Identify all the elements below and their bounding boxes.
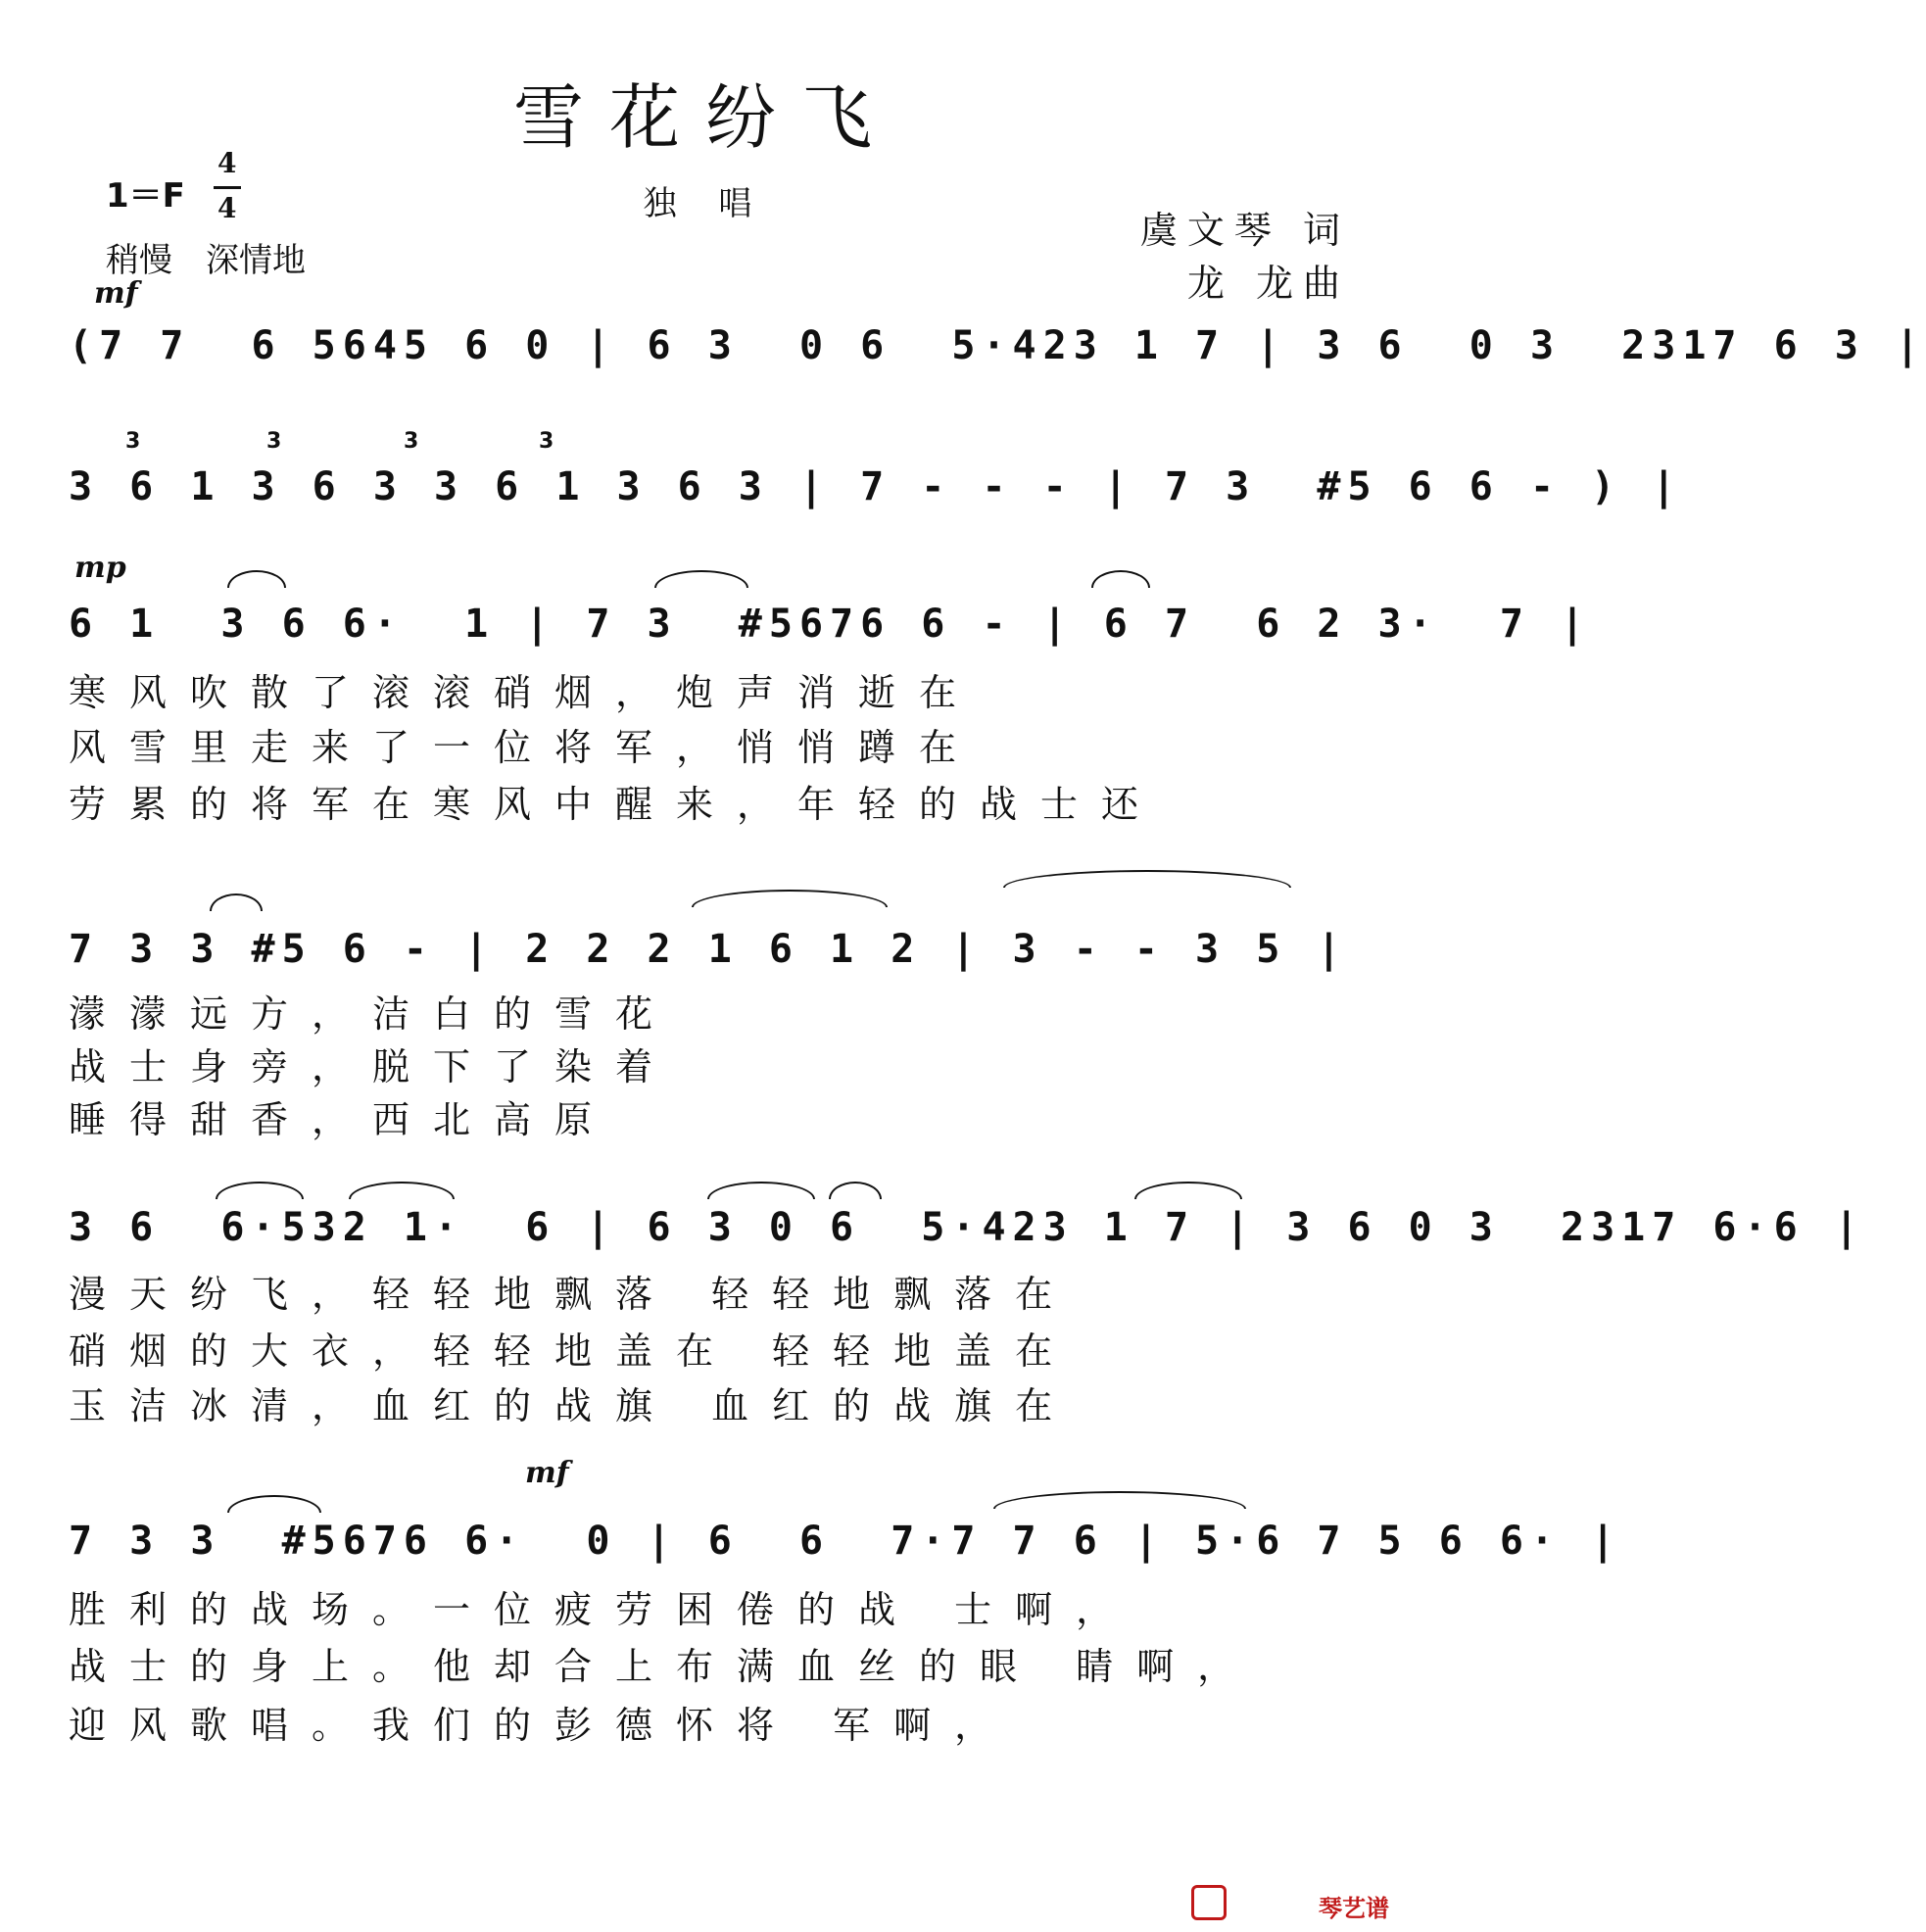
slur-mark: [654, 570, 748, 588]
lyric-verse-1: 濛濛远方，洁白的雪花: [69, 992, 677, 1036]
lyric-verse-2: 风雪里走来了一位将军，悄悄蹲在: [69, 726, 981, 769]
lyric-verse-1: 胜利的战场。一位疲劳困倦的战 士啊，: [69, 1588, 1137, 1631]
slur-mark: [210, 894, 263, 911]
performance-type: 独 唱: [643, 184, 768, 223]
slur-mark: [227, 570, 286, 588]
lyric-verse-1: 寒风吹散了滚滚硝烟，炮声消逝在: [69, 671, 981, 714]
time-signature-top: 4: [217, 147, 237, 179]
triplet-mark: 3: [539, 429, 554, 454]
notation-line-3: 6 1 3 6 6· 1 | 7 3 #5676 6 - | 6 7 6 2 3· 7 |: [69, 602, 1592, 647]
slur-mark: [216, 1182, 304, 1199]
slur-mark: [692, 890, 888, 907]
slur-mark: [349, 1182, 455, 1199]
lyric-verse-1: 漫天纷飞，轻轻地飘落 轻轻地飘落在: [69, 1273, 1077, 1316]
lyricist-credit: 虞文琴 词: [1139, 209, 1350, 252]
time-signature-bottom: 4: [217, 192, 237, 224]
slur-mark: [829, 1182, 882, 1199]
notation-line-2: 3 6 1 3 6 3 3 6 1 3 6 3 | 7 - - - | 7 3 #5 6 6 - ) |: [69, 464, 1683, 509]
song-title: 雪花纷飞: [512, 76, 897, 159]
lyric-verse-3: 玉洁冰清，血红的战旗 血红的战旗在: [69, 1384, 1077, 1427]
slur-mark: [1091, 570, 1150, 588]
lyric-verse-2: 战士身旁，脱下了染着: [69, 1045, 677, 1088]
dynamic-marking: mp: [74, 551, 126, 585]
composer-credit: 龙 龙曲: [1186, 262, 1350, 305]
slur-mark: [227, 1495, 321, 1513]
notation-line-6: 7 3 3 #5676 6· 0 | 6 6 7·7 7 6 | 5·6 7 5 6 6· |: [69, 1519, 1622, 1564]
slur-mark: [993, 1491, 1246, 1509]
slur-mark: [707, 1182, 815, 1199]
lyric-verse-2: 战士的身上。他却合上布满血丝的眼 睛啊，: [69, 1645, 1259, 1688]
tempo-marking: 稍慢 深情地: [106, 241, 306, 280]
triplet-mark: 3: [125, 429, 141, 454]
slur-mark: [1003, 870, 1291, 888]
slur-mark: [1134, 1182, 1242, 1199]
key-signature: 1＝F: [106, 176, 185, 216]
watermark-text: 琴艺谱: [1319, 1895, 1389, 1922]
lyric-verse-2: 硝烟的大衣，轻轻地盖在 轻轻地盖在: [69, 1329, 1077, 1373]
triplet-mark: 3: [404, 429, 419, 454]
notation-line-5: 3 6 6·532 1· 6 | 6 3 0 6 5·423 1 7 | 3 6 0 3 2317 6·6 |: [69, 1205, 1865, 1250]
triplet-mark: 3: [266, 429, 282, 454]
lyric-verse-3: 劳累的将军在寒风中醒来，年轻的战士还: [69, 783, 1163, 826]
lyric-verse-3: 迎风歌唱。我们的彭德怀将 军啊，: [69, 1704, 1016, 1747]
logo-icon: [1191, 1885, 1227, 1920]
dynamic-marking: mf: [94, 276, 138, 311]
notation-line-1: (7 7 6 5645 6 0 | 6 3 0 6 5·423 1 7 | 3 6 0 3 2317 6 3 |: [69, 323, 1926, 368]
notation-line-4: 7 3 3 #5 6 - | 2 2 2 1 6 1 2 | 3 - - 3 5 |: [69, 927, 1348, 972]
dynamic-marking: mf: [525, 1456, 569, 1490]
lyric-verse-3: 睡得甜香，西北高原: [69, 1098, 616, 1141]
